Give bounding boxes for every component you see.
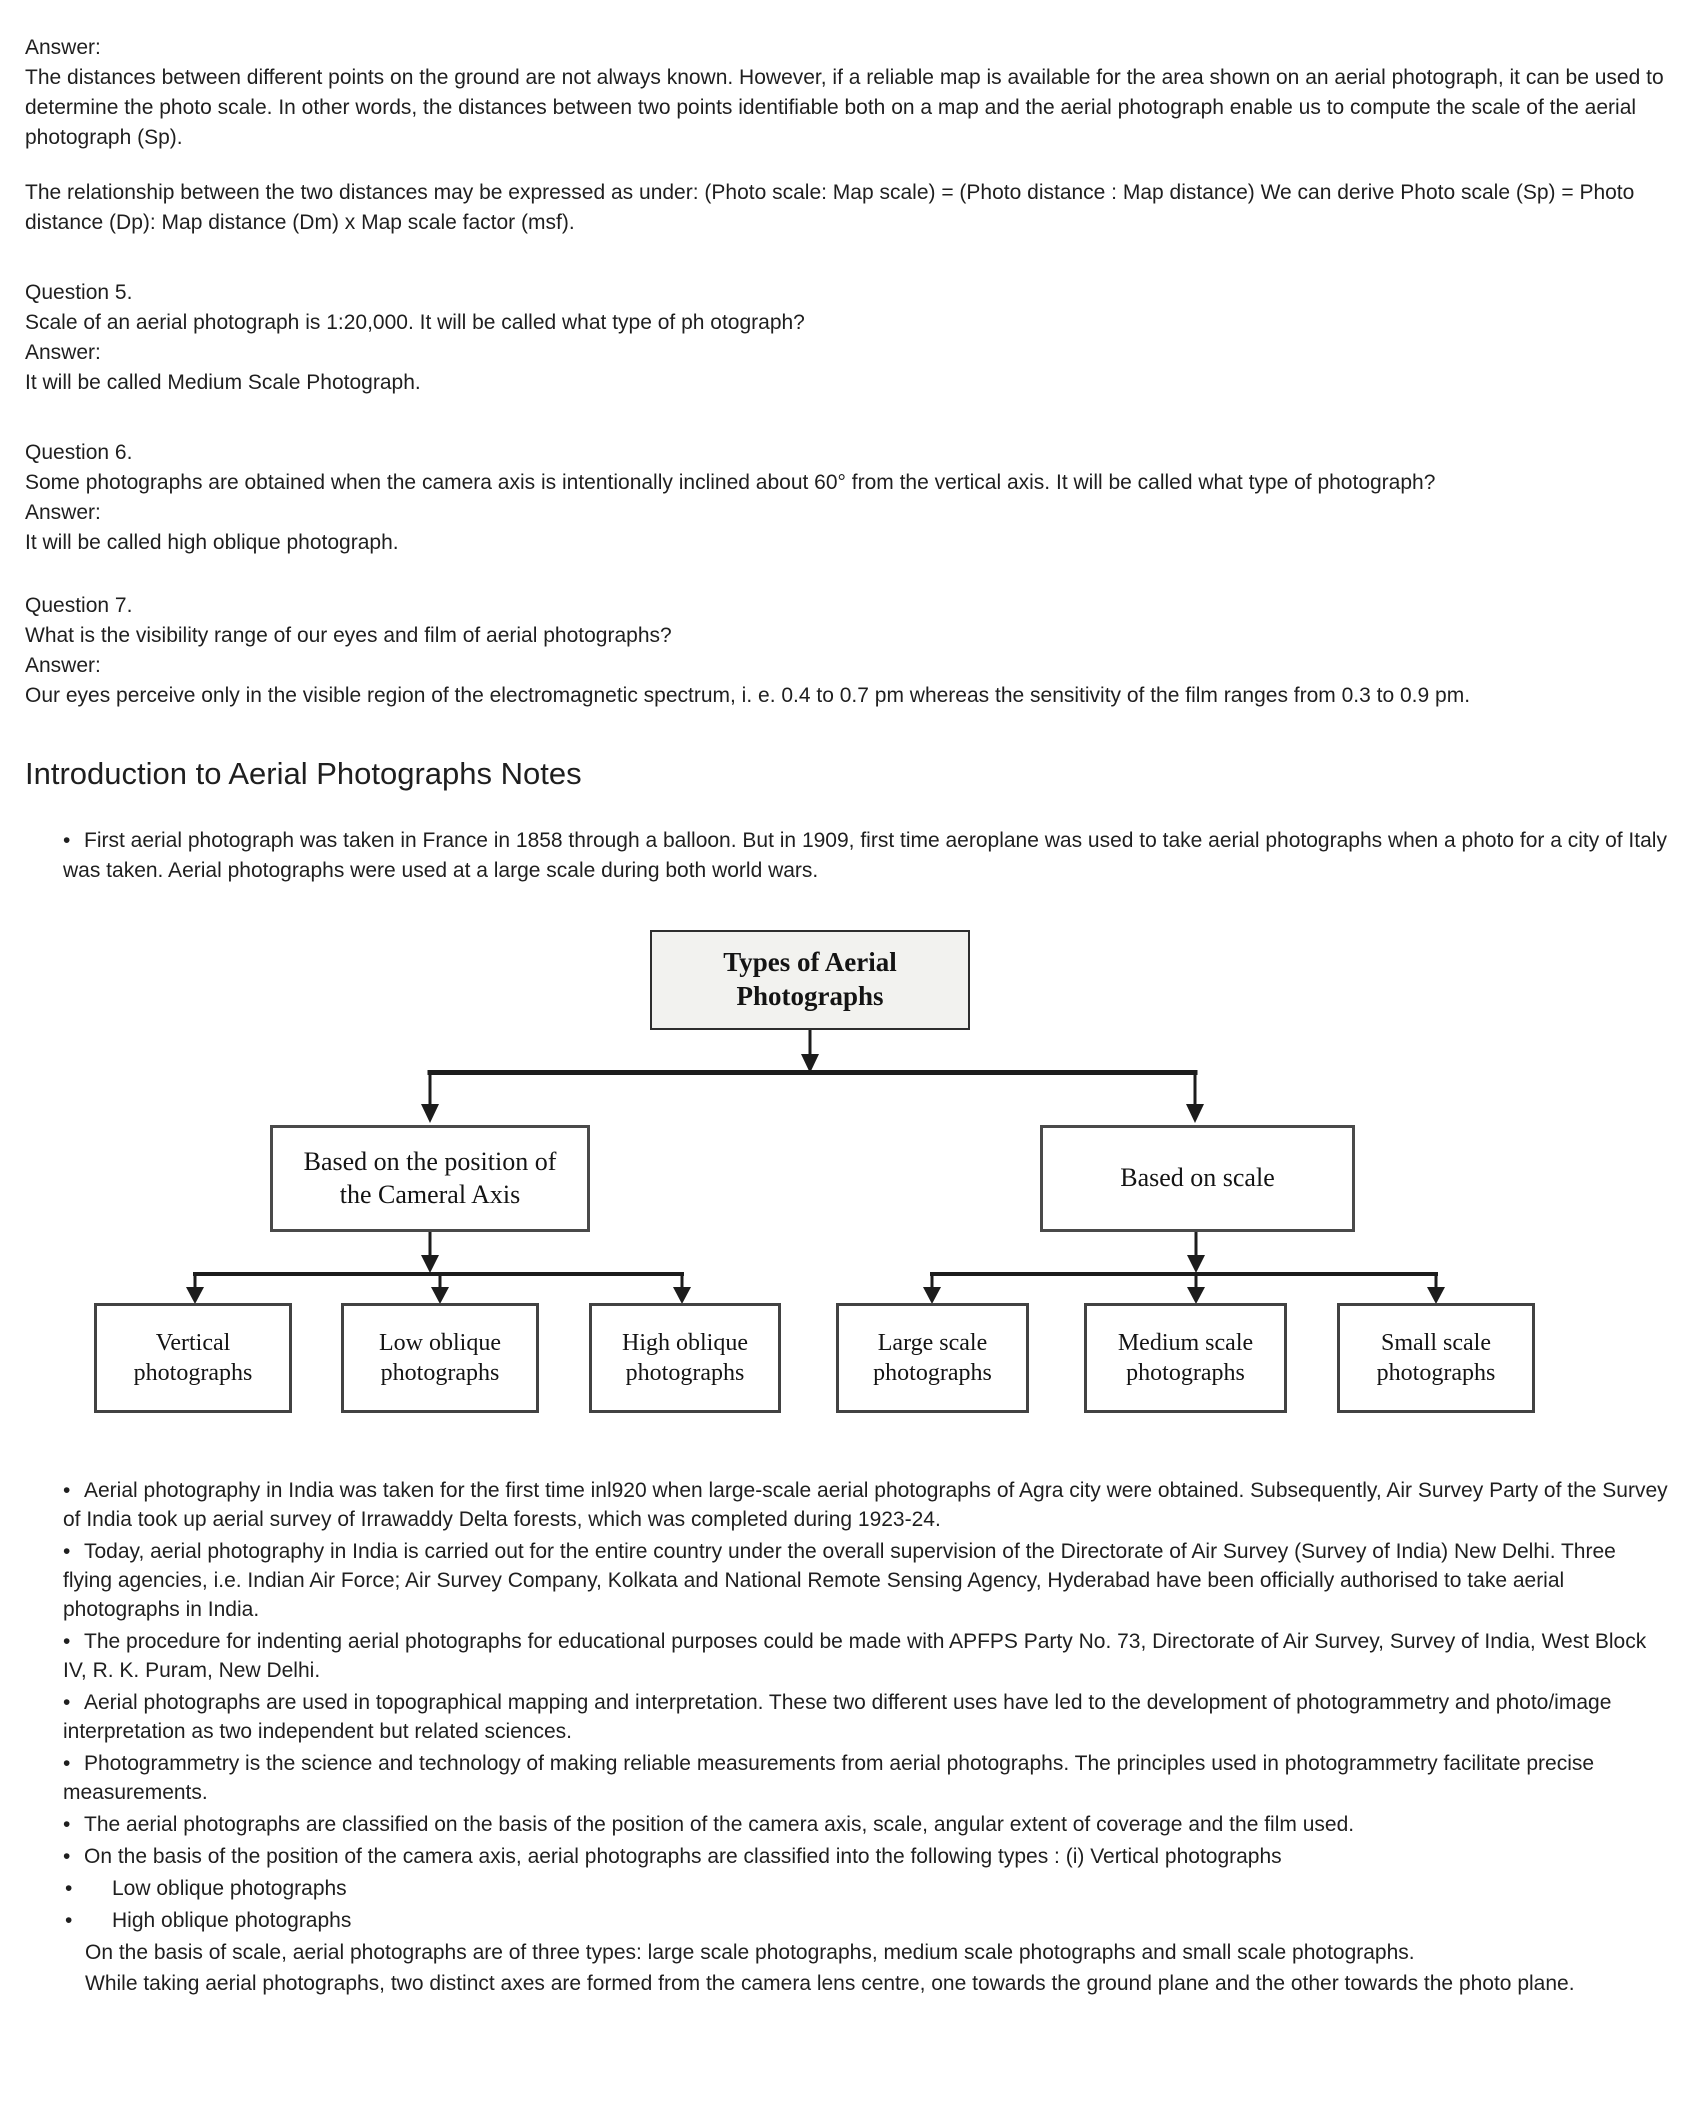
- bullet-icon: •: [65, 1909, 73, 1932]
- question-block-5: [25, 278, 1670, 398]
- diagram-branch-camera-axis: Based on the position of the Cameral Axis: [270, 1125, 590, 1232]
- list-item-text: Aerial photographs are used in topographical mapping and interpretation. These two different uses have led to the development of photogrammetry and photo/image interpretation as two independent but related sciences.: [63, 1691, 1612, 1743]
- diagram-branch-scale: Based on scale: [1040, 1125, 1355, 1232]
- question-title: Question 6.: [25, 441, 133, 464]
- list-item: [63, 826, 1670, 886]
- list-item: [63, 1476, 1670, 1534]
- list-item: [63, 1842, 1670, 1871]
- diagram-leaf-low-oblique: Low oblique photographs: [341, 1303, 539, 1413]
- sub-list-item: [65, 1906, 1670, 1935]
- question-text: What is the visibility range of our eyes and film of aerial photographs?: [25, 624, 672, 647]
- answer-text: It will be called Medium Scale Photograph.: [25, 371, 421, 394]
- question-block-6: [25, 438, 1670, 558]
- intro-bullet-list: [63, 826, 1670, 886]
- bullet-icon: •: [63, 1691, 71, 1714]
- sub-list-item-text: High oblique photographs: [112, 1909, 352, 1932]
- diagram-leaf-vertical: Vertical photographs: [94, 1303, 292, 1413]
- diagram-root-box: Types of Aerial Photographs: [650, 930, 970, 1030]
- list-item-text: The aerial photographs are classified on the basis of the position of the camera axis, scale, angular extent of coverage and the film used.: [84, 1813, 1355, 1836]
- closing-paragraph: While taking aerial photographs, two distinct axes are formed from the camera lens centre, one towards the ground plane and the other towards the photo plane.: [85, 1972, 1575, 1995]
- answer-label: Answer:: [25, 341, 101, 364]
- bullet-icon: •: [63, 1813, 71, 1836]
- answer-text: It will be called high oblique photograph.: [25, 531, 399, 554]
- list-item: [63, 1537, 1670, 1624]
- answer-text: The distances between different points on the ground are not always known. However, if a reliable map is available for the area shown on an aerial photograph, it can be used to determine the photo scale. In other words, the distances between two points identifiable both on a map and the aerial photograph enable us to compute the scale of the aerial photograph (Sp).: [25, 66, 1664, 149]
- sub-list-item-text: Low oblique photographs: [112, 1877, 347, 1900]
- sub-list-item: [65, 1874, 1670, 1903]
- answer-block-4: [25, 33, 1670, 153]
- list-item-text: The procedure for indenting aerial photographs for educational purposes could be made with APFPS Party No. 73, Directorate of Air Survey, Survey of India, West Block IV, R. K. Puram, New Delhi.: [63, 1630, 1647, 1682]
- list-item: [63, 1627, 1670, 1685]
- diagram-leaf-high-oblique: High oblique photographs: [589, 1303, 781, 1413]
- list-item-text: Today, aerial photography in India is carried out for the entire country under the overall supervision of the Directorate of Air Survey (Survey of India) New Delhi. Three flying agencies, i.e. Indian Air Force; Air Survey Company, Kolkata and National Remote Sensing Agency, Hyderabad have been officially authorised to take aerial photographs in India.: [63, 1540, 1616, 1621]
- section-heading: Introduction to Aerial Photographs Notes: [25, 756, 582, 791]
- list-item-text: First aerial photograph was taken in France in 1858 through a balloon. But in 1909, first time aeroplane was used to take aerial photographs when a photo for a city of Italy was taken. Aerial photographs were used at a large scale during both world wars.: [63, 829, 1667, 882]
- bullet-icon: •: [63, 1479, 71, 1502]
- diagram-leaf-small-scale: Small scale photographs: [1337, 1303, 1535, 1413]
- question-text: Some photographs are obtained when the camera axis is intentionally inclined about 60° from the vertical axis. It will be called what type of photograph?: [25, 471, 1436, 494]
- types-of-aerial-photographs-diagram: [0, 925, 1700, 1465]
- list-item: [63, 1688, 1670, 1746]
- list-item-text: Aerial photography in India was taken for the first time inl920 when large-scale aerial photographs of Agra city were obtained. Subsequently, Air Survey Party of the Survey of India took up aerial survey of Irrawaddy Delta forests, which was completed during 1923-24.: [63, 1479, 1668, 1531]
- list-item: [63, 1749, 1670, 1807]
- question-title: Question 7.: [25, 594, 133, 617]
- notes-bullet-list: [63, 1476, 1670, 1871]
- question-block-7: [25, 591, 1670, 711]
- answer-text: Our eyes perceive only in the visible region of the electromagnetic spectrum, i. e. 0.4 to 0.7 pm whereas the sensitivity of the film ranges from 0.3 to 0.9 pm.: [25, 684, 1471, 707]
- bullet-icon: •: [63, 1630, 71, 1653]
- diagram-leaf-large-scale: Large scale photographs: [836, 1303, 1029, 1413]
- closing-paragraph: On the basis of scale, aerial photographs are of three types: large scale photographs, medium scale photographs and small scale photographs.: [85, 1941, 1415, 1964]
- answer-label: Answer:: [25, 654, 101, 677]
- answer-label: Answer:: [25, 501, 101, 524]
- list-item: [63, 1810, 1670, 1839]
- list-item-text: On the basis of the position of the camera axis, aerial photographs are classified into the following types : (i) Vertical photographs: [84, 1845, 1282, 1868]
- diagram-leaf-medium-scale: Medium scale photographs: [1084, 1303, 1287, 1413]
- bullet-icon: •: [65, 1877, 73, 1900]
- sub-bullet-list: [25, 1874, 1670, 1935]
- question-title: Question 5.: [25, 281, 133, 304]
- bullet-icon: •: [63, 1540, 71, 1563]
- answer-label: Answer:: [25, 36, 101, 59]
- bullet-icon: •: [63, 1845, 71, 1868]
- bullet-icon: •: [63, 1752, 71, 1775]
- bullet-icon: •: [63, 829, 71, 852]
- list-item-text: Photogrammetry is the science and technology of making reliable measurements from aerial photographs. The principles used in photogrammetry facilitate precise measurements.: [63, 1752, 1595, 1804]
- relationship-paragraph: The relationship between the two distances may be expressed as under: (Photo scale: Map scale) = (Photo distance : Map distance) We can derive Photo scale (Sp) = Photo distance (Dp): Map distance (Dm) x Map scale factor (msf).: [25, 181, 1635, 234]
- question-text: Scale of an aerial photograph is 1:20,000. It will be called what type of ph otograph?: [25, 311, 805, 334]
